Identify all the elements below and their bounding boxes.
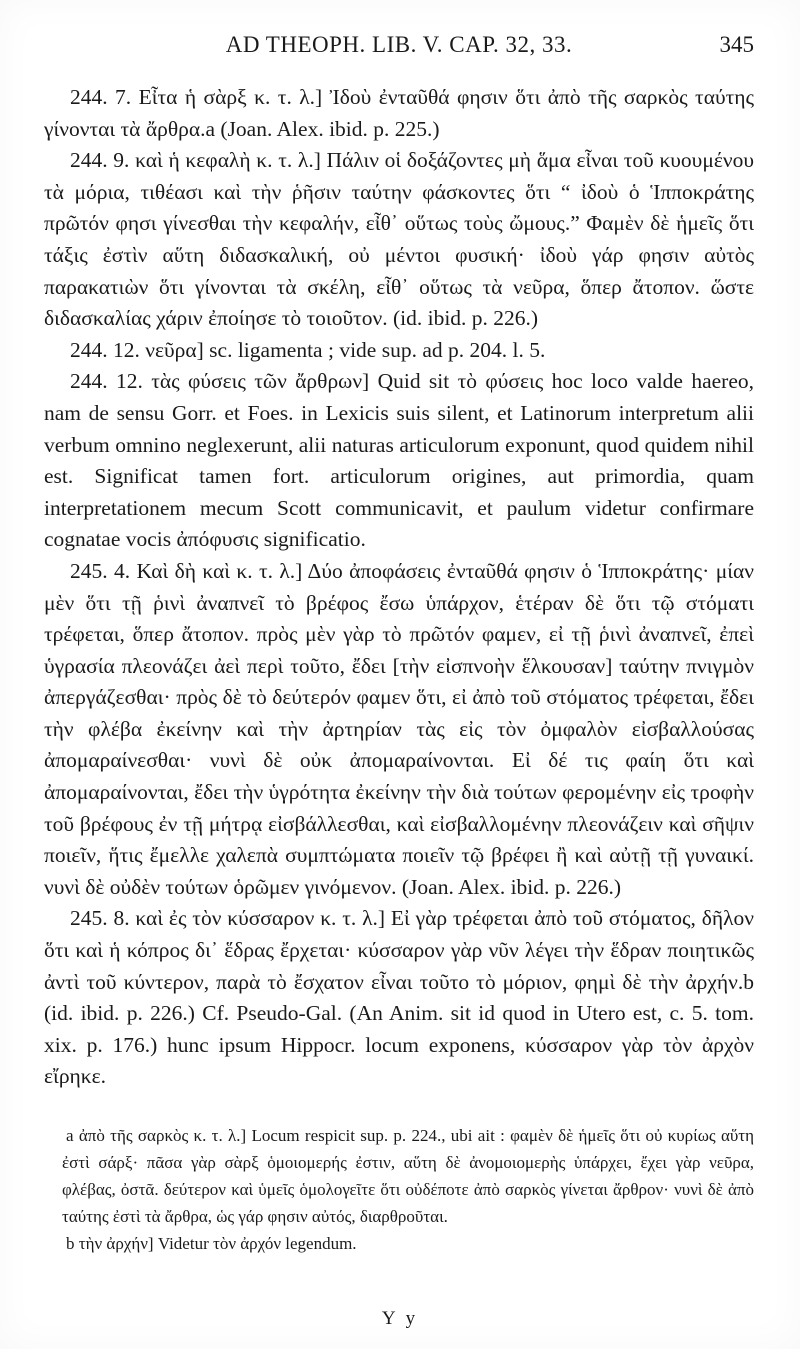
running-head	[44, 32, 754, 72]
paragraph-244-12-physeis: 244. 12. τὰς φύσεις τῶν ἄρθρων] Quid sit τὸ φύσεις hoc loco valde haereo, nam de sensu Gorr. et Foes. in Lexicis suis silent, et Latinorum interpretum alii verbum omnino neglexerunt, alii naturas articulorum exponunt, quod quidem nihil est. Significat tamen fort. articulorum origines, aut primordia, quam interpretationem mecum Scott communicavit, et paulum videtur confirmare cognatae vocis ἀπόφυσις significatio.	[44, 369, 754, 552]
paragraph-245-4: 245. 4. Καὶ δὴ καὶ κ. τ. λ.] Δύο ἀποφάσεις ἐνταῦθά φησιν ὁ Ἱπποκράτης· μίαν μὲν ὅτι τῇ ῥινὶ ἀναπνεῖ τὸ βρέφος ἔσω ὑπάρχον, ἑτέραν δὲ ὅτι τῷ στόματι τρέφεται, ὅπερ ἄτοπον. πρὸς μὲν γὰρ τὸ πρῶτόν φαμεν, εἰ τῇ ῥινὶ ἀναπνεῖ, ἐπεὶ ὑγρασία πλεονάζει ἀεὶ περὶ τοῦτο, ἔδει [τὴν εἰσπνοὴν ἕλκουσαν] ταύτην πνιγμὸν ἀπεργάζεσθαι· πρὸς δὲ τὸ δεύτερόν φαμεν ὅτι, εἰ ἀπὸ τοῦ στόματος τρέφεται, ἔδει τὴν φλέβα ἐκείνην καὶ τὴν ἀρτηρίαν τὰς εἰς τὸν ὀμφαλὸν εἰσβαλλούσας ἀπομαραίνεσθαι· νυνὶ δὲ οὐκ ἀπομαραίνονται. Εἰ δέ τις φαίη ὅτι καὶ ἀπομαραίνονται, ἔδει τὴν ὑγρότητα ἐκείνην τὴν διὰ τούτων φερομένην εἰς τροφὴν τοῦ βρέφους ἐν τῇ μήτρᾳ εἰσβάλλεσθαι, καὶ εἰσβαλλομένην πλεονάζειν καὶ σῆψιν ποιεῖν, ἥτις ἔμελλε χαλεπὰ συμπτώματα ποιεῖν τῷ βρέφει ἢ καὶ αὐτῇ τῇ γυναικί. νυνὶ δὲ οὐδὲν τούτων ὁρῶμεν γινόμενον. (Joan. Alex. ibid. p. 226.)	[44, 558, 754, 899]
main-text	[44, 82, 754, 1093]
paragraph-244-12-neura: 244. 12. νεῦρα] sc. ligamenta ; vide sup. ad p. 204. l. 5.	[70, 337, 546, 362]
footnote-a: a ἀπὸ τῆς σαρκὸς κ. τ. λ.] Locum respicit sup. p. 224., ubi ait : φαμὲν δὲ ἡμεῖς ὅτι οὐ κυρίως αὕτη ἐστὶ σάρξ· πᾶσα γὰρ σὰρξ ὁμοιομερής ἐστιν, αὕτη δὲ ἀνομοιομερὴς ὑπάρχει, ἔχει γὰρ νεῦρα, φλέβας, ὀστᾶ. δεύτερον καὶ ὑμεῖς ὁμολογεῖτε ὅτι οὐδέποτε ἀπὸ σαρκὸς γίνεται ἄρθρον· νυνὶ δὲ ἀπὸ ταύτης ἐστὶ τὰ ἄρθρα, ὡς γάρ φησιν αὐτός, διαρθροῦται.	[62, 1126, 754, 1226]
signature-mark: Y y	[381, 1308, 419, 1329]
footnote-b: b τὴν ἀρχήν] Videtur τὸν ἀρχόν legendum.	[66, 1234, 357, 1253]
running-title: AD THEOPH. LIB. V. CAP. 32, 33.	[225, 32, 573, 57]
paragraph-245-8: 245. 8. καὶ ἐς τὸν κύσσαρον κ. τ. λ.] Εἰ γὰρ τρέφεται ἀπὸ τοῦ στόματος, δῆλον ὅτι καὶ ἡ κόπρος δι᾽ ἕδρας ἔρχεται· κύσσαρον γὰρ νῦν λέγει τὴν ἕδραν ποιητικῶς ἀντὶ τοῦ κύντερον, παρὰ τὸ ἔσχατον εἶναι τοῦτο τὸ μόριον, φημὶ δὲ τὴν ἀρχήν.b (id. ibid. p. 226.) Cf. Pseudo-Gal. (An Anim. sit id quod in Utero est, c. 5. tom. xix. p. 176.) hunc ipsum Hippocr. locum exponens, κύσσαρον γὰρ τὸν ἀρχὸν εἴρηκε.	[44, 906, 754, 1089]
paragraph-244-9: 244. 9. καὶ ἡ κεφαλὴ κ. τ. λ.] Πάλιν οἱ δοξάζοντες μὴ ἅμα εἶναι τοῦ κυουμένου τὰ μόρια, τιθέασι καὶ τὴν ῥῆσιν ταύτην φάσκοντες ὅτι “ ἰδοὺ ὁ Ἱπποκράτης πρῶτόν φησι γίνεσθαι τὴν κεφαλήν, εἶθ᾽ οὕτως τοὺς ὤμους.” Φαμὲν δὲ ἡμεῖς ὅτι τάξις ἐστὶν αὕτη διδασκαλική, οὐ μέντοι φυσική· ἰδοὺ γάρ φησιν αὐτὸς παρακατιὼν ὅτι γίνονται τὰ σκέλη, εἶθ᾽ οὕτως τὰ νεῦρα, ὅπερ ἄτοπον. ὥστε διδασκαλίας χάριν ἐποίησε τὸ τοιοῦτον. (id. ibid. p. 226.)	[44, 148, 754, 331]
footnotes	[62, 1122, 754, 1257]
page-number: 345	[719, 32, 754, 57]
paragraph-244-7: 244. 7. Εἶτα ἡ σὰρξ κ. τ. λ.] Ἰδοὺ ἐνταῦθά φησιν ὅτι ἀπὸ τῆς σαρκὸς ταύτης γίνονται τὰ ἄρθρα.a (Joan. Alex. ibid. p. 225.)	[44, 85, 754, 141]
